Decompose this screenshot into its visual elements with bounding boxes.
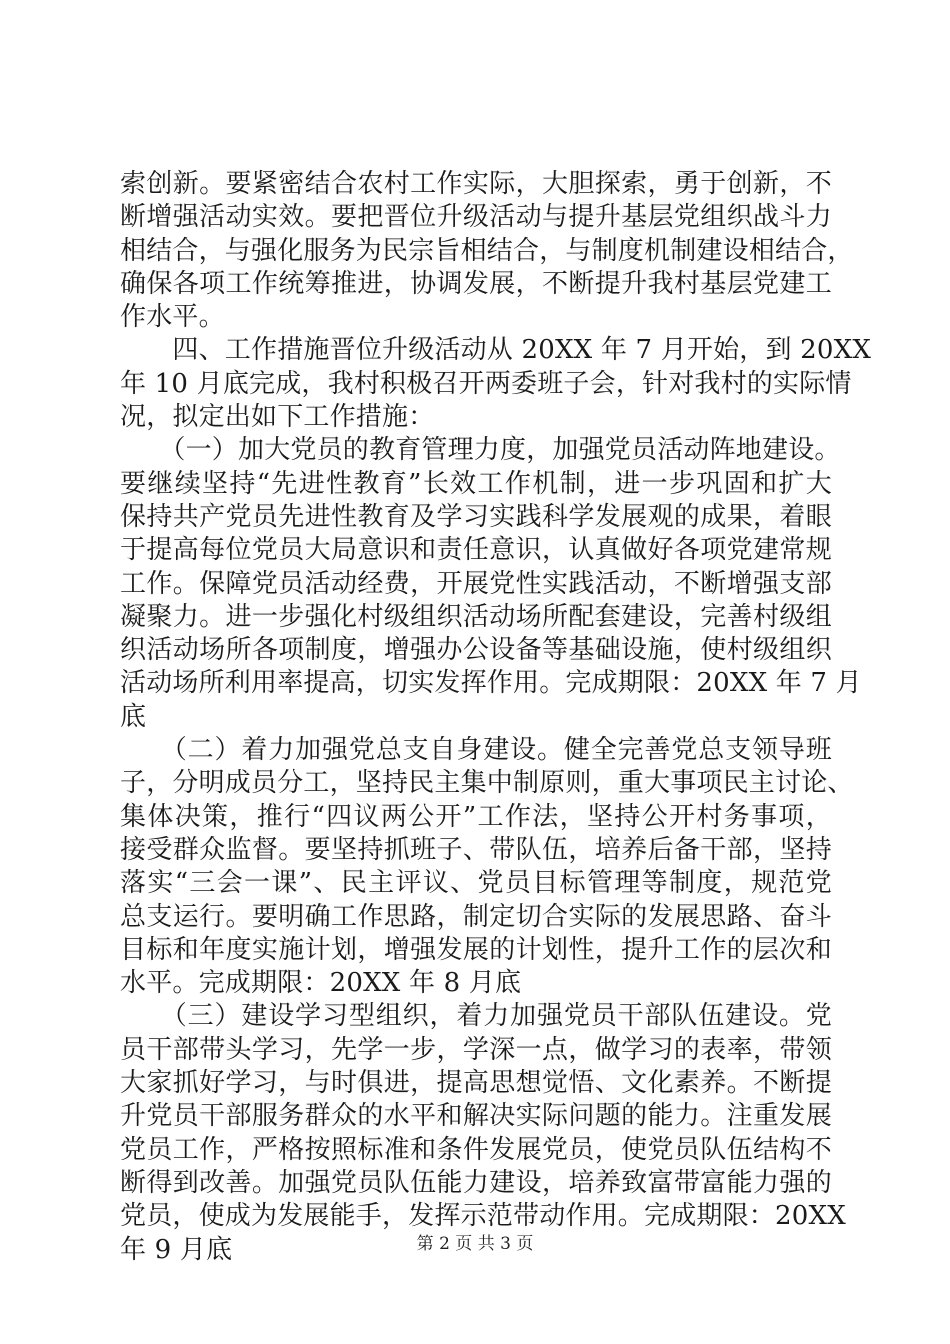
subsection-heading-line: （三）建设学习型组织，着力加强党员干部队伍建设。党	[120, 1001, 832, 1032]
text-line: 底	[120, 701, 147, 732]
text-line: 总支运行。要明确工作思路，制定切合实际的发展思路、奋斗	[120, 901, 832, 932]
text-line: 子，分明成员分工，坚持民主集中制原则，重大事项民主讨论、	[120, 768, 854, 799]
text-line: 凝聚力。进一步强化村级组织活动场所配套建设，完善村级组	[120, 601, 832, 632]
text-line: 党员工作，严格按照标准和条件发展党员，使党员队伍结构不	[120, 1134, 832, 1165]
text-line: 断增强活动实效。要把晋位升级活动与提升基层党组织战斗力	[120, 202, 832, 233]
subsection-heading-line: （二）着力加强党总支自身建设。健全完善党总支领导班	[120, 735, 832, 766]
text-line: 集体决策，推行“四议两公开”工作法，坚持公开村务事项，	[120, 801, 832, 832]
text-line: 大家抓好学习，与时俱进，提高思想觉悟、文化素养。不断提	[120, 1068, 832, 1099]
text-line: 水平。完成期限：20XX 年 8 月底	[120, 968, 522, 999]
page-number-footer: 第 2 页 共 3 页	[416, 1234, 534, 1254]
text-line: 织活动场所各项制度，增强办公设备等基础设施，使村级组织	[120, 635, 832, 666]
text-line: 升党员干部服务群众的水平和解决实际问题的能力。注重发展	[120, 1101, 832, 1132]
subsection-heading-line: （一）加大党员的教育管理力度，加强党员活动阵地建设。	[120, 435, 841, 466]
text-line: 落实“三会一课”、民主评议、党员目标管理等制度，规范党	[120, 868, 832, 899]
text-line: 工作。保障党员活动经费，开展党性实践活动，不断增强支部	[120, 568, 832, 599]
text-line: 作水平。	[120, 302, 225, 333]
text-line: 党员，使成为发展能手，发挥示范带动作用。完成期限：20XX	[120, 1201, 846, 1232]
text-line: 活动场所利用率提高，切实发挥作用。完成期限：20XX 年 7 月	[120, 668, 862, 699]
text-line: 相结合，与强化服务为民宗旨相结合，与制度机制建设相结合，	[120, 235, 854, 266]
text-line: 断得到改善。加强党员队伍能力建设，培养致富带富能力强的	[120, 1167, 832, 1198]
text-line: 要继续坚持“先进性教育”长效工作机制，进一步巩固和扩大	[120, 468, 832, 499]
document-body	[120, 168, 872, 1267]
text-line: 年 9 月底	[120, 1234, 233, 1265]
text-line: 索创新。要紧密结合农村工作实际，大胆探索，勇于创新，不	[120, 169, 832, 199]
text-line: 接受群众监督。要坚持抓班子、带队伍，培养后备干部，坚持	[120, 834, 832, 865]
text-line: 确保各项工作统筹推进，协调发展，不断提升我村基层党建工	[120, 268, 832, 299]
section-heading-line: 四、工作措施晋位升级活动从 20XX 年 7 月开始，到 20XX	[120, 335, 872, 366]
text-line: 况，拟定出如下工作措施：	[120, 402, 435, 433]
text-line: 员干部带头学习，先学一步，学深一点，做学习的表率，带领	[120, 1034, 832, 1065]
text-line: 于提高每位党员大局意识和责任意识，认真做好各项党建常规	[120, 535, 832, 566]
text-line: 目标和年度实施计划，增强发展的计划性，提升工作的层次和	[120, 934, 832, 965]
text-line: 保持共产党员先进性教育及学习实践科学发展观的成果，着眼	[120, 501, 832, 532]
text-line: 年 10 月底完成，我村积极召开两委班子会，针对我村的实际情	[120, 368, 852, 399]
